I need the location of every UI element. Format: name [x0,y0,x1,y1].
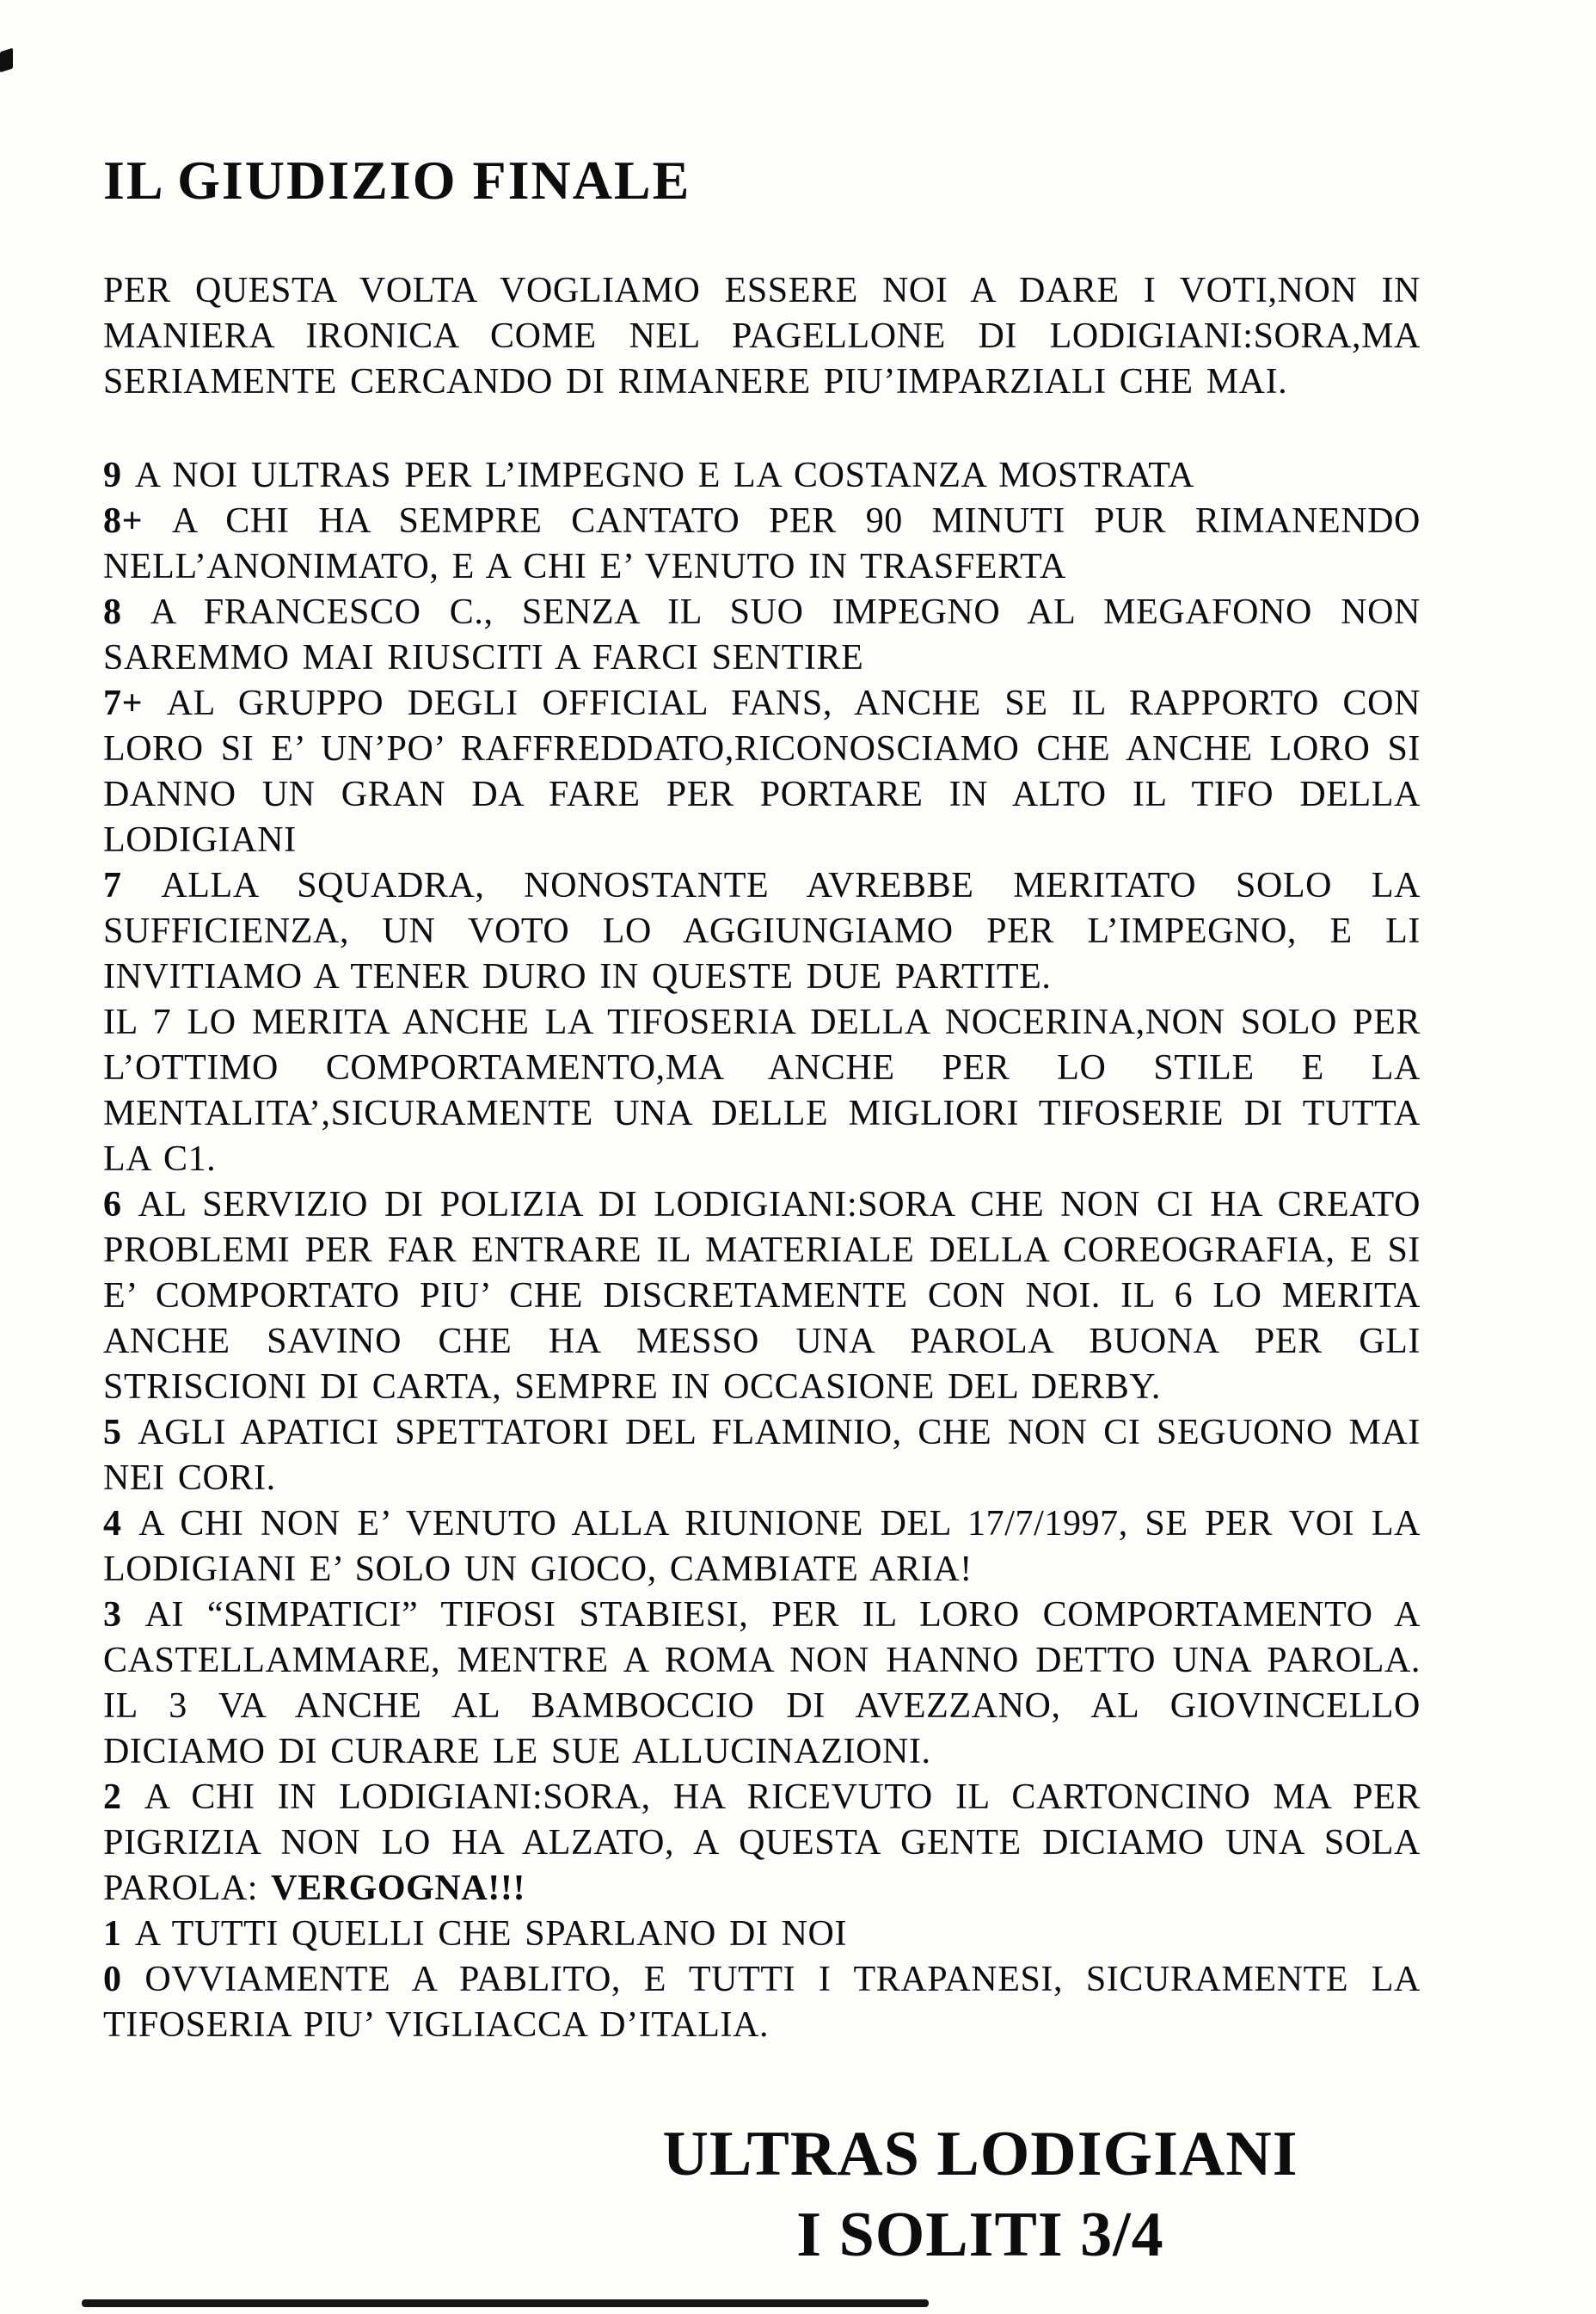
grade-text: A CHI HA SEMPRE CANTATO PER 90 MINUTI PUR RIMANENDO NELL’ANONIMATO, E A CHI E’ VENUTO IN TRASFERTA [103,501,1421,586]
grade-text: A CHI NON E’ VENUTO ALLA RIUNIONE DEL 17/7/1997, SE PER VOI LA LODIGIANI E’ SOLO UN GIOCO, CAMBIATE ARIA! [103,1504,1421,1589]
grade-item [103,499,1421,590]
grade-value: 4 [103,1504,139,1544]
grade-value: 8 [103,592,150,632]
grade-item [103,1593,1421,1775]
grade-item [103,1957,1421,2048]
grade-value: 8+ [103,501,172,541]
grade-value: 6 [103,1185,138,1225]
grade-text: A CHI IN LODIGIANI:SORA, HA RICEVUTO IL CARTONCINO MA PER PIGRIZIA NON LO HA ALZATO, A QUESTA GENTE DICIAMO UNA SOLA PAROLA: [103,1777,1421,1908]
grade-value: 2 [103,1777,144,1817]
grade-item [103,1182,1421,1410]
page-content [103,150,1421,2048]
grade-emphasis: VERGOGNA!!! [271,1869,526,1908]
grade-item [103,453,1421,499]
grade-item [103,1912,1421,1957]
page-title: IL GIUDIZIO FINALE [103,150,691,211]
grade-text: AGLI APATICI SPETTATORI DEL FLAMINIO, CHE NON CI SEGUONO MAI NEI CORI. [103,1413,1421,1498]
scan-artifact [0,48,13,73]
grade-value: 3 [103,1595,145,1635]
grade-text: AL SERVIZIO DI POLIZIA DI LODIGIANI:SORA CHE NON CI HA CREATO PROBLEMI PER FAR ENTRARE IL MATERIALE DELLA COREOGRAFIA, E SI E’ COMPORTATO PIU’ CHE DISCRETAMENTE CON NOI. IL 6 LO MERITA ANCHE SAVINO CHE HA MESSO UNA PAROLA BUONA PER GLI STRISCIONI DI CARTA, SEMPRE IN OCCASIONE DEL DERBY. [103,1185,1421,1407]
grade-item [103,1000,1421,1182]
signature-block [568,2114,1393,2275]
intro-paragraph: PER QUESTA VOLTA VOGLIAMO ESSERE NOI A DARE I VOTI,NON IN MANIERA IRONICA COME NEL PAGELLONE DI LODIGIANI:SORA,MA SERIAMENTE CERCANDO DI RIMANERE PIU’IMPARZIALI CHE MAI. [103,271,1421,402]
grade-item [103,1410,1421,1501]
grade-value: 9 [103,456,135,495]
grade-value: 0 [103,1960,145,1999]
grade-text: AL GRUPPO DEGLI OFFICIAL FANS, ANCHE SE IL RAPPORTO CON LORO SI E’ UN’PO’ RAFFREDDATO,RICONOSCIAMO CHE ANCHE LORO SI DANNO UN GRAN DA FARE PER PORTARE IN ALTO IL TIFO DELLA LODIGIANI [103,684,1421,860]
grade-text: A TUTTI QUELLI CHE SPARLANO DI NOI [134,1914,848,1954]
grade-value: 5 [103,1413,138,1452]
grade-value: 7 [103,866,162,905]
grade-text: A FRANCESCO C., SENZA IL SUO IMPEGNO AL MEGAFONO NON SAREMMO MAI RIUSCITI A FARCI SENTIRE [103,592,1421,678]
grade-text: OVVIAMENTE A PABLITO, E TUTTI I TRAPANESI, SICURAMENTE LA TIFOSERIA PIU’ VIGLIACCA D’ITALIA. [103,1960,1421,2045]
grade-item [103,681,1421,863]
grade-text: AI “SIMPATICI” TIFOSI STABIESI, PER IL LORO COMPORTAMENTO A CASTELLAMMARE, MENTRE A ROMA NON HANNO DETTO UNA PAROLA. IL 3 VA ANCHE AL BAMBOCCIO DI AVEZZANO, AL GIOVINCELLO DICIAMO DI CURARE LE SUE ALLUCINAZIONI. [103,1595,1421,1771]
grades-list [103,453,1421,2048]
scan-artifact [82,2299,929,2307]
signature-group-name: ULTRAS LODIGIANI [662,2119,1298,2189]
grade-item [103,1501,1421,1593]
grade-item [103,863,1421,1000]
grade-value: 1 [103,1914,135,1954]
signature-issue-number: I SOLITI 3/4 [796,2200,1164,2270]
grade-item [103,590,1421,681]
grade-item [103,1775,1421,1912]
grade-text: A NOI ULTRAS PER L’IMPEGNO E LA COSTANZA MOSTRATA [134,456,1195,495]
grade-text: IL 7 LO MERITA ANCHE LA TIFOSERIA DELLA NOCERINA,NON SOLO PER L’OTTIMO COMPORTAMENTO,MA ANCHE PER LO STILE E LA MENTALITA’,SICURAMENTE UNA DELLE MIGLIORI TIFOSERIE DI TUTTA LA C1. [103,1003,1421,1179]
grade-text: ALLA SQUADRA, NONOSTANTE AVREBBE MERITATO SOLO LA SUFFICIENZA, UN VOTO LO AGGIUNGIAMO PER L’IMPEGNO, E LI INVITIAMO A TENER DURO IN QUESTE DUE PARTITE. [103,866,1421,997]
grade-value: 7+ [103,684,167,723]
